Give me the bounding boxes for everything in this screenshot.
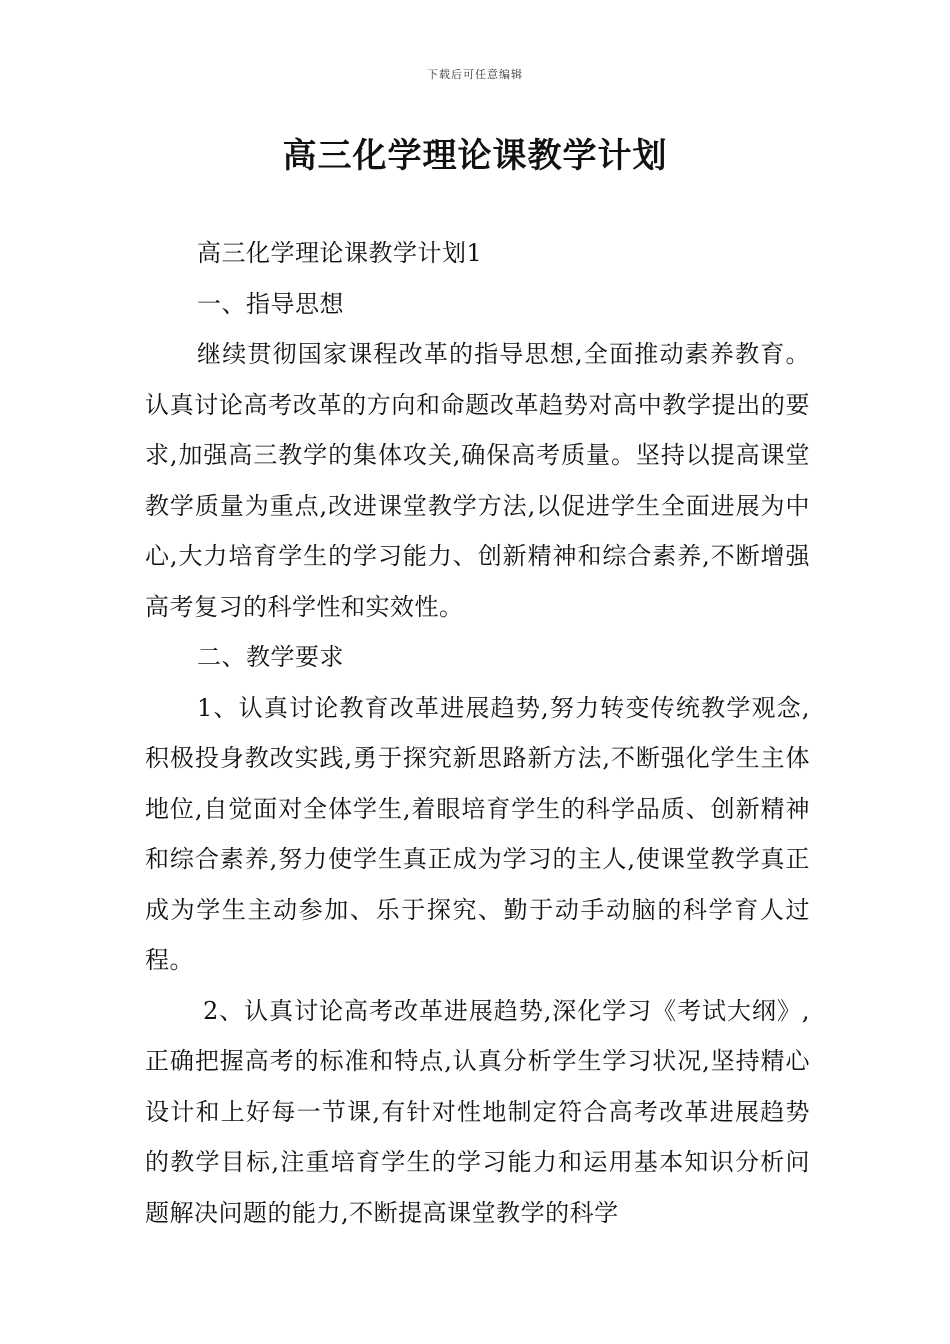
requirement-item-1: 1、认真讨论教育改革进展趋势,努力转变传统教学观念,积极投身教改实践,勇于探究新思路新方法,不断强化学生主体地位,自觉面对全体学生,着眼培育学生的科学品质、创新精神和综合素养,努力使学生真正成为学习的主人,使课堂教学真正成为学生主动参加、乐于探究、勤于动手动脑的科学育人过程。 — [145, 693, 810, 974]
document-title: 高三化学理论课教学计划 — [282, 136, 668, 176]
header-note: 下载后可任意编辑 — [427, 68, 523, 81]
section-heading-guiding-ideology: 一、指导思想 — [197, 289, 344, 318]
plan-subtitle: 高三化学理论课教学计划1 — [197, 239, 483, 267]
requirement-item-2: 2、认真讨论高考改革进展趋势,深化学习《考试大纲》,正确把握高考的标准和特点,认真分析学生学习状况,坚持精心设计和上好每一节课,有针对性地制定符合高考改革进展趋势的教学目标,注重培育学生的学习能力和运用基本知识分析问题解决问题的能力,不断提高课堂教学的科学 — [145, 996, 810, 1227]
paragraph-guiding-ideology: 继续贯彻国家课程改革的指导思想,全面推动素养教育。认真讨论高考改革的方向和命题改革趋势对高中教学提出的要求,加强高三教学的集体攻关,确保高考质量。坚持以提高课堂教学质量为重点,改进课堂教学方法,以促进学生全面进展为中心,大力培育学生的学习能力、创新精神和综合素养,不断增强高考复习的科学性和实效性。 — [145, 340, 810, 621]
document-body — [145, 228, 810, 1238]
section-heading-teaching-requirements: 二、教学要求 — [197, 643, 344, 671]
